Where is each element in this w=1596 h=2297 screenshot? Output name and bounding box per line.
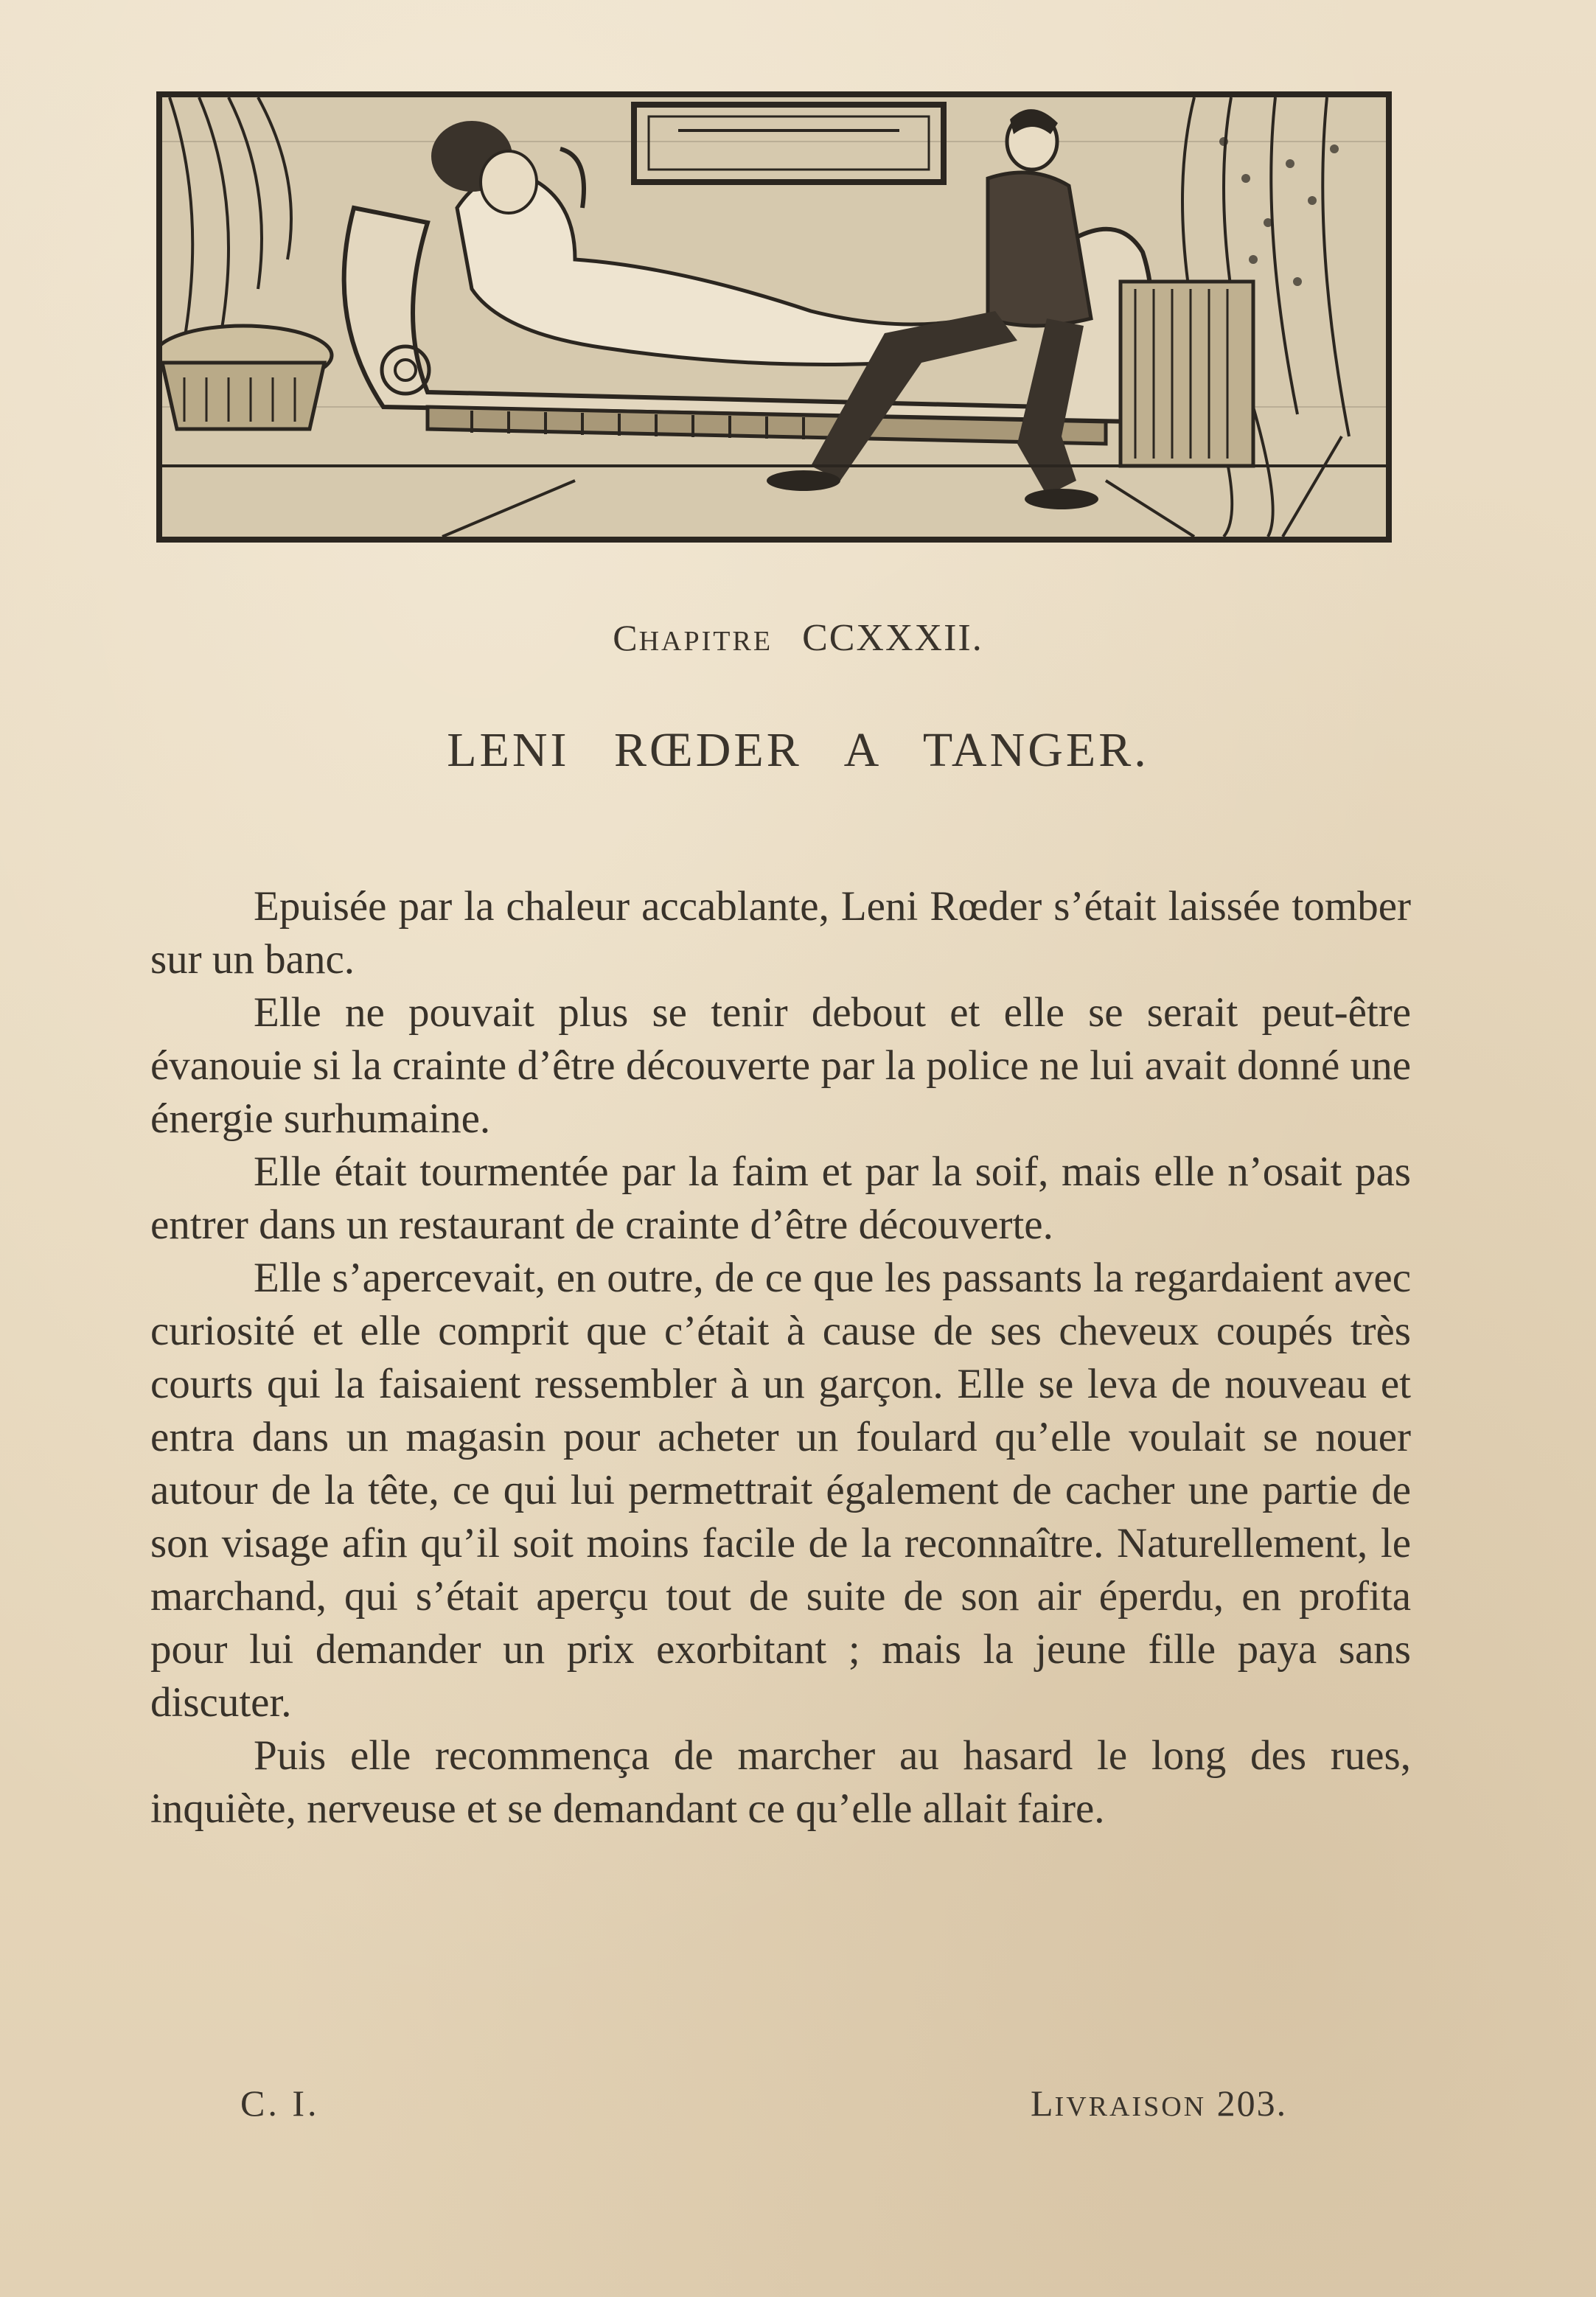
paragraph: Epuisée par la chaleur accablante, Leni Rœder s’était laissée tomber sur un banc. [150, 883, 1411, 983]
livraison-word-rest: IVRAISON [1054, 2091, 1207, 2122]
chapter-heading [0, 616, 1596, 660]
paragraph: Puis elle recommença de marcher au hasard le long des rues, inquiète, nerveuse et se demandant ce qu’elle allait faire. [150, 1732, 1411, 1832]
livraison-number: 203. [1216, 2082, 1288, 2124]
footer-signature: C. I. [240, 2082, 320, 2124]
paragraph: Elle ne pouvait plus se tenir debout et elle se serait peut-être évanouie si la crainte d’être découverte par la police ne lui avait donné une énergie surhumaine. [150, 989, 1411, 1142]
chapter-word-rest: HAPITRE [638, 626, 773, 657]
footer-livraison [1031, 2082, 1287, 2125]
chapter-numeral: CCXXXII. [802, 617, 983, 659]
paragraph: Elle était tourmentée par la faim et par la soif, mais elle n’osait pas entrer dans un restaurant de crainte d’être découverte. [150, 1148, 1411, 1248]
engraving-illustration [156, 91, 1392, 543]
livraison-initial: L [1031, 2082, 1055, 2124]
engraving-drawing [162, 97, 1386, 537]
chapter-word-initial: C [613, 617, 639, 658]
body-text [150, 880, 1411, 1836]
chapter-title: LENI RŒDER A TANGER. [447, 723, 1149, 777]
paragraph: Elle s’apercevait, en outre, de ce que les passants la regardaient avec curiosité et elle comprit que c’était à cause de ses cheveux coupés très courts qui la faisaient ressembler à un garçon. Elle se leva de nouveau et entra dans un magasin pour acheter un foulard qu’elle voulait se nouer autour de la tête, ce qui lui permettrait également de cacher une partie de son visage afin qu’il soit moins facile de la reconnaître. Naturellement, le marchand, qui s’était aperçu tout de suite de son air éperdu, en profita pour lui demander un prix exorbitant ; mais la jeune fille paya sans discuter. [150, 1255, 1411, 1726]
